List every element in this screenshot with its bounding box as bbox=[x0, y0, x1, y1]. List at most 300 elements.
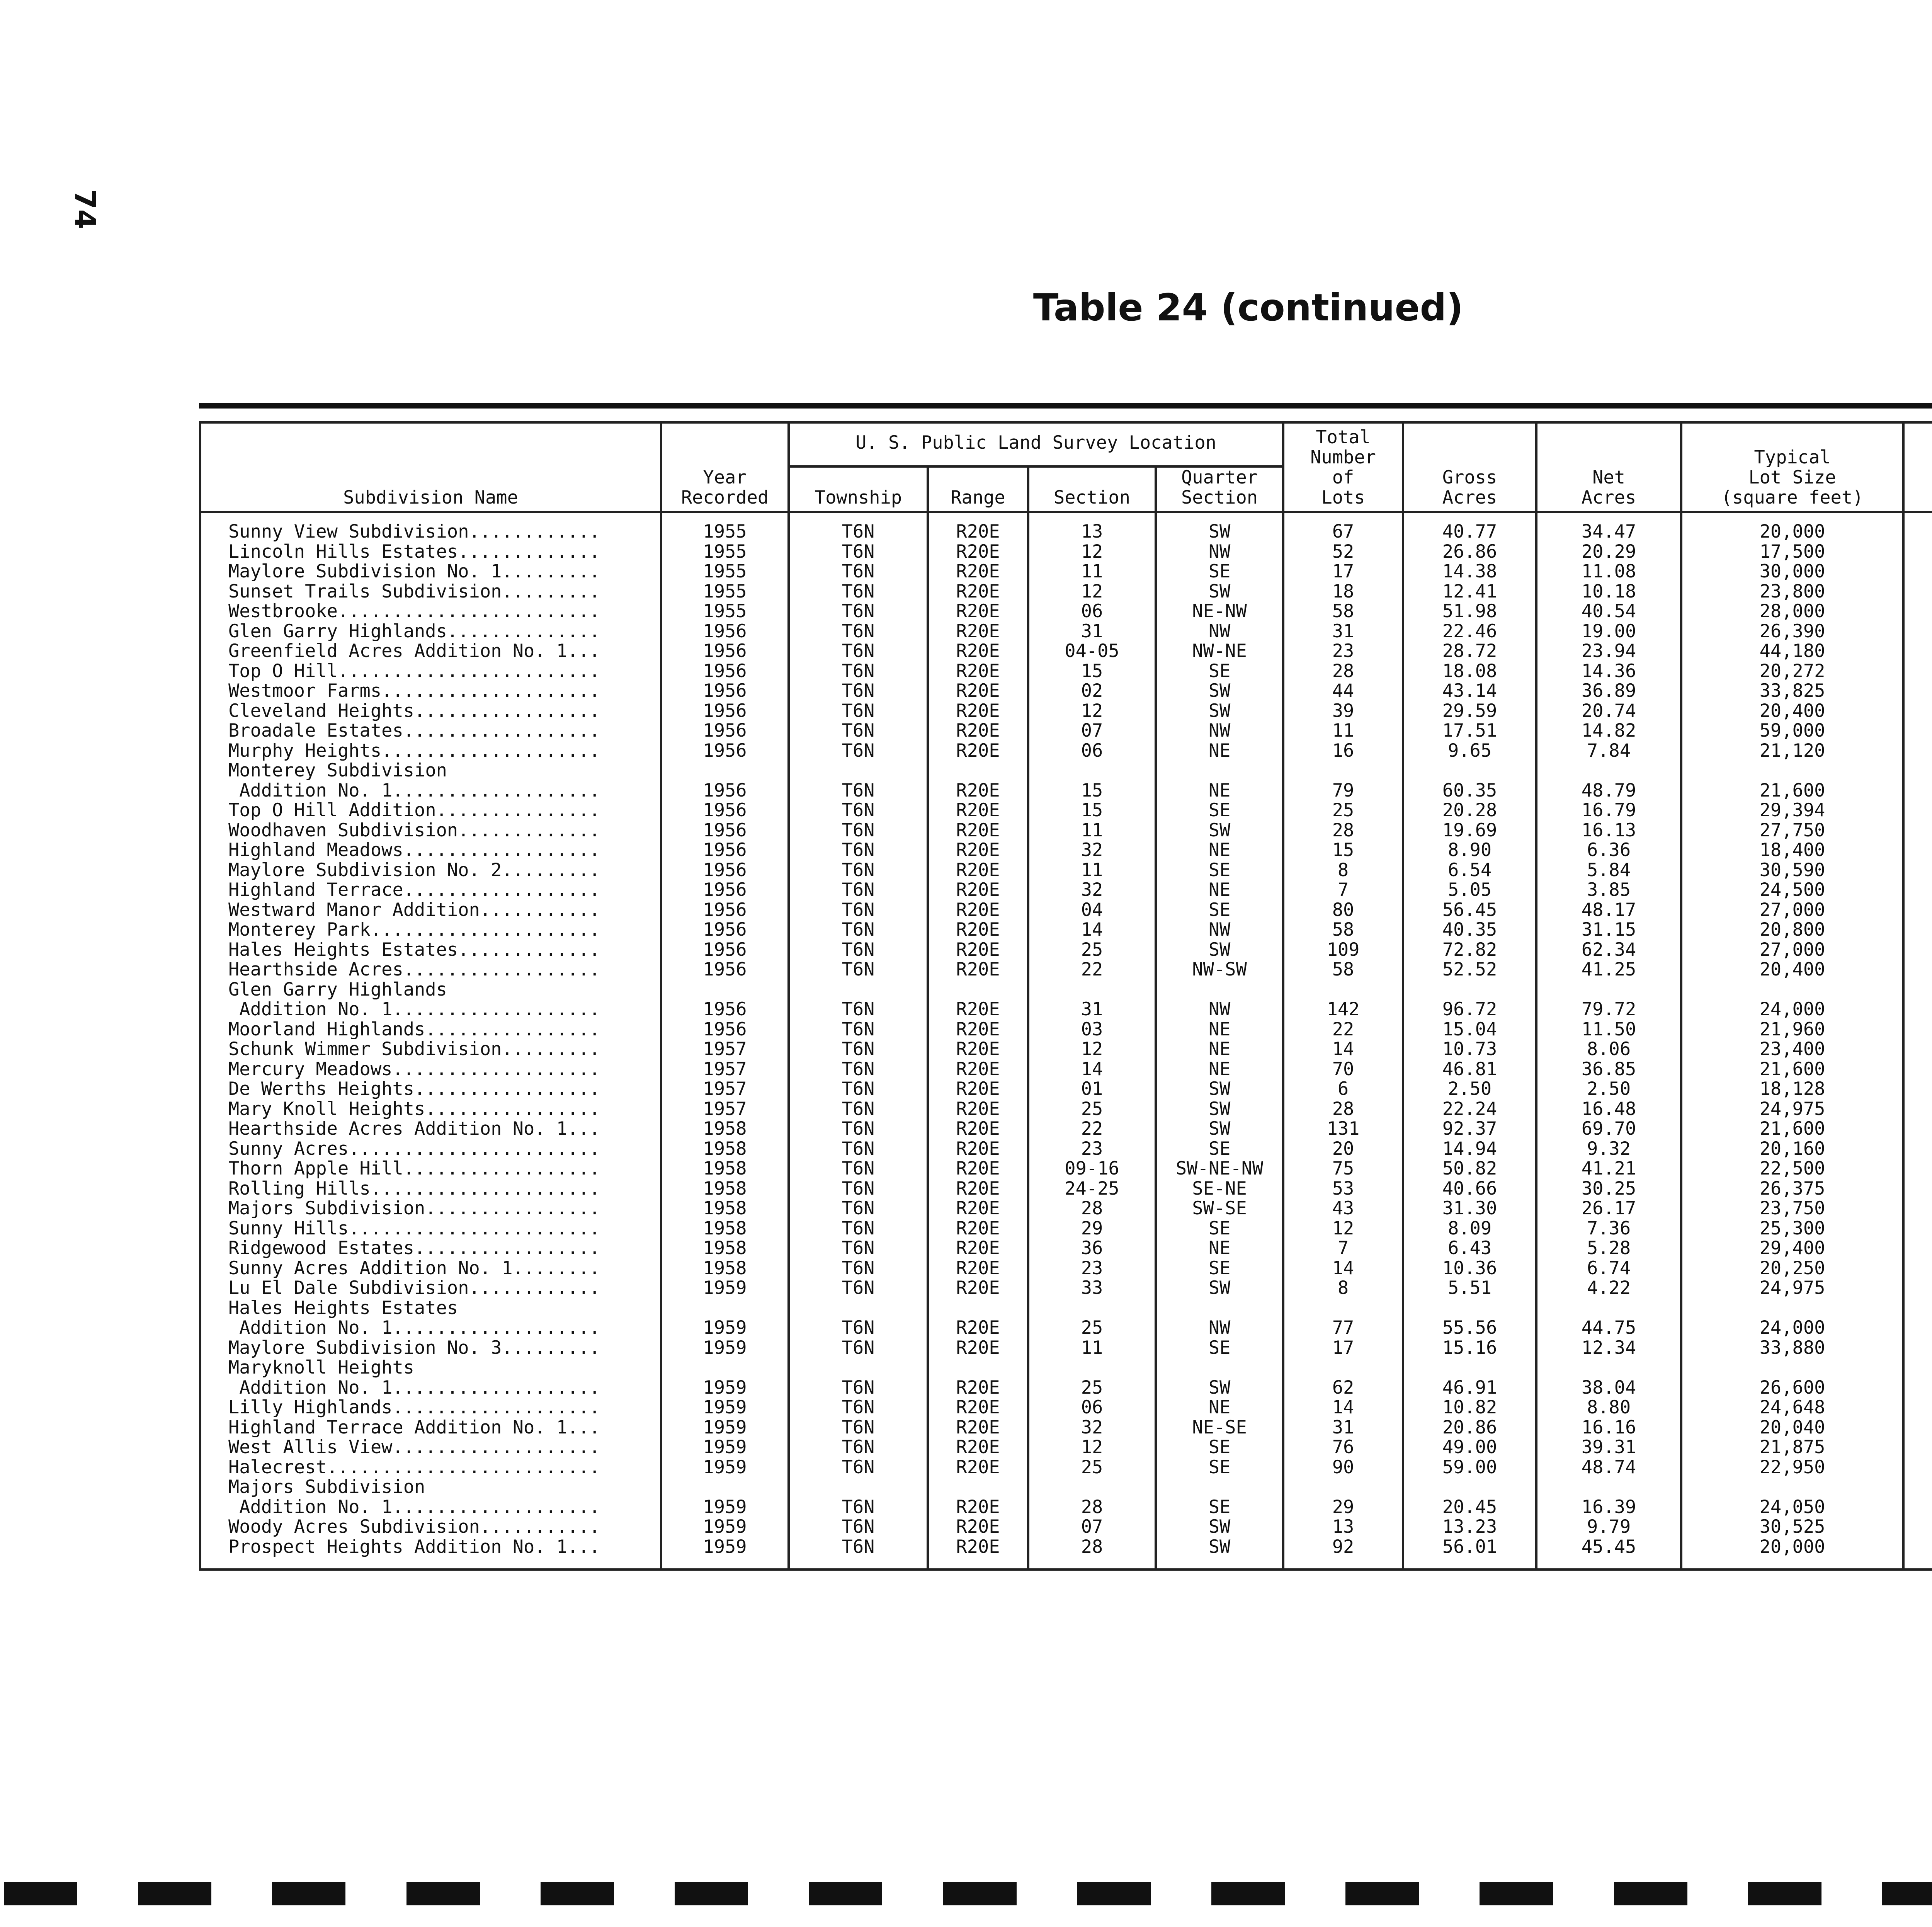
cell-quarter-section: SE bbox=[1156, 1139, 1283, 1159]
cell-section: 03 bbox=[1028, 1020, 1156, 1040]
cell-year-recorded: 1956 bbox=[661, 940, 789, 960]
cell-lots-developed bbox=[1903, 562, 1932, 582]
footer-bar bbox=[1211, 1882, 1285, 1905]
cell-quarter-section: SE bbox=[1156, 1338, 1283, 1358]
table-row bbox=[200, 562, 1932, 582]
header-subdivision-name: Subdivision Name bbox=[200, 422, 661, 512]
cell-net-acres: 48.79 bbox=[1536, 781, 1681, 801]
cell-net-acres: 5.28 bbox=[1536, 1238, 1681, 1258]
cell-township: T6N bbox=[789, 542, 928, 562]
cell-subdivision-name: Addition No. 1................... bbox=[200, 1497, 661, 1517]
cell-net-acres: 16.79 bbox=[1536, 800, 1681, 821]
cell-quarter-section: SW-SE bbox=[1156, 1198, 1283, 1219]
table-body bbox=[200, 512, 1932, 1570]
cell-gross-acres: 19.69 bbox=[1403, 821, 1536, 841]
cell-net-acres: 16.13 bbox=[1536, 821, 1681, 841]
cell-section: 25 bbox=[1028, 1318, 1156, 1338]
cell-total-lots bbox=[1283, 1358, 1403, 1378]
cell-total-lots: 23 bbox=[1283, 641, 1403, 661]
cell-year-recorded: 1956 bbox=[661, 800, 789, 821]
cell-year-recorded: 1959 bbox=[661, 1418, 789, 1438]
table-row bbox=[200, 821, 1932, 841]
cell-net-acres: 48.74 bbox=[1536, 1457, 1681, 1478]
cell-total-lots: 142 bbox=[1283, 999, 1403, 1020]
cell-net-acres: 19.00 bbox=[1536, 621, 1681, 642]
cell-range: R20E bbox=[928, 920, 1028, 940]
cell-total-lots: 109 bbox=[1283, 940, 1403, 960]
cell-lot-size: 25,300 bbox=[1681, 1219, 1903, 1239]
cell-total-lots: 7 bbox=[1283, 880, 1403, 900]
cell-total-lots: 14 bbox=[1283, 1039, 1403, 1059]
cell-lot-size: 24,975 bbox=[1681, 1278, 1903, 1298]
table-row bbox=[200, 999, 1932, 1020]
cell-range: R20E bbox=[928, 999, 1028, 1020]
cell-lot-size: 21,600 bbox=[1681, 1059, 1903, 1079]
cell-subdivision-name: Monterey Park..................... bbox=[200, 920, 661, 940]
cell-quarter-section: NE bbox=[1156, 1238, 1283, 1258]
cell-total-lots: 28 bbox=[1283, 1099, 1403, 1119]
cell-range: R20E bbox=[928, 661, 1028, 681]
cell-quarter-section: SW bbox=[1156, 1119, 1283, 1139]
header-lot-size: Typical Lot Size (square feet) bbox=[1681, 422, 1903, 512]
cell-range: R20E bbox=[928, 1418, 1028, 1438]
table-row bbox=[200, 1477, 1932, 1497]
table-row bbox=[200, 1159, 1932, 1179]
cell-total-lots: 29 bbox=[1283, 1497, 1403, 1517]
cell-subdivision-name: Schunk Wimmer Subdivision......... bbox=[200, 1039, 661, 1059]
cell-total-lots: 15 bbox=[1283, 840, 1403, 860]
cell-township: T6N bbox=[789, 1437, 928, 1457]
cell-net-acres: 20.29 bbox=[1536, 542, 1681, 562]
cell-subdivision-name: Woody Acres Subdivision........... bbox=[200, 1517, 661, 1537]
cell-net-acres: 30.25 bbox=[1536, 1179, 1681, 1199]
cell-year-recorded: 1956 bbox=[661, 621, 789, 642]
cell-lots-developed bbox=[1903, 1517, 1932, 1537]
cell-section: 12 bbox=[1028, 701, 1156, 721]
cell-year-recorded: 1958 bbox=[661, 1219, 789, 1239]
cell-year-recorded: 1958 bbox=[661, 1159, 789, 1179]
cell-range: R20E bbox=[928, 1079, 1028, 1099]
cell-quarter-section: SW bbox=[1156, 512, 1283, 542]
footer-bar bbox=[675, 1882, 748, 1905]
cell-year-recorded: 1956 bbox=[661, 701, 789, 721]
cell-gross-acres: 20.28 bbox=[1403, 800, 1536, 821]
cell-gross-acres: 13.23 bbox=[1403, 1517, 1536, 1537]
cell-section: 11 bbox=[1028, 562, 1156, 582]
table-row bbox=[200, 582, 1932, 602]
cell-lots-developed bbox=[1903, 800, 1932, 821]
cell-quarter-section: SE bbox=[1156, 900, 1283, 920]
cell-range: R20E bbox=[928, 1159, 1028, 1179]
cell-section: 32 bbox=[1028, 840, 1156, 860]
cell-total-lots: 43 bbox=[1283, 1198, 1403, 1219]
footer-bar bbox=[1748, 1882, 1821, 1905]
cell-net-acres: 3.85 bbox=[1536, 880, 1681, 900]
cell-total-lots: 25 bbox=[1283, 800, 1403, 821]
cell-township bbox=[789, 1477, 928, 1497]
cell-subdivision-name: Maylore Subdivision No. 1......... bbox=[200, 562, 661, 582]
cell-gross-acres bbox=[1403, 1477, 1536, 1497]
cell-range: R20E bbox=[928, 741, 1028, 761]
cell-year-recorded: 1956 bbox=[661, 641, 789, 661]
cell-quarter-section: SW bbox=[1156, 582, 1283, 602]
cell-year-recorded: 1956 bbox=[661, 920, 789, 940]
cell-lot-size: 23,800 bbox=[1681, 582, 1903, 602]
top-rule bbox=[199, 403, 1932, 409]
table-row bbox=[200, 1059, 1932, 1079]
cell-range: R20E bbox=[928, 1179, 1028, 1199]
cell-range bbox=[928, 1298, 1028, 1318]
cell-subdivision-name: Prospect Heights Addition No. 1... bbox=[200, 1537, 661, 1570]
cell-gross-acres: 12.41 bbox=[1403, 582, 1536, 602]
cell-township: T6N bbox=[789, 1497, 928, 1517]
cell-year-recorded: 1958 bbox=[661, 1179, 789, 1199]
cell-gross-acres: 2.50 bbox=[1403, 1079, 1536, 1099]
cell-quarter-section: SW bbox=[1156, 681, 1283, 701]
cell-total-lots: 75 bbox=[1283, 1159, 1403, 1179]
cell-gross-acres: 40.77 bbox=[1403, 512, 1536, 542]
cell-lots-developed bbox=[1903, 621, 1932, 642]
cell-section: 12 bbox=[1028, 542, 1156, 562]
cell-gross-acres: 22.46 bbox=[1403, 621, 1536, 642]
cell-range bbox=[928, 980, 1028, 1000]
cell-total-lots: 7 bbox=[1283, 1238, 1403, 1258]
table-row bbox=[200, 721, 1932, 741]
footer-bar bbox=[1614, 1882, 1687, 1905]
cell-lot-size bbox=[1681, 1298, 1903, 1318]
cell-lot-size: 24,500 bbox=[1681, 880, 1903, 900]
cell-subdivision-name: Highland Meadows.................. bbox=[200, 840, 661, 860]
footer-bar bbox=[4, 1882, 77, 1905]
footer-bar bbox=[541, 1882, 614, 1905]
cell-township: T6N bbox=[789, 1020, 928, 1040]
cell-lots-developed bbox=[1903, 999, 1932, 1020]
cell-gross-acres: 72.82 bbox=[1403, 940, 1536, 960]
cell-year-recorded: 1955 bbox=[661, 562, 789, 582]
footer-bar bbox=[1480, 1882, 1553, 1905]
cell-quarter-section: NE bbox=[1156, 880, 1283, 900]
cell-gross-acres: 15.04 bbox=[1403, 1020, 1536, 1040]
cell-subdivision-name: Greenfield Acres Addition No. 1... bbox=[200, 641, 661, 661]
table-row bbox=[200, 920, 1932, 940]
cell-year-recorded: 1959 bbox=[661, 1318, 789, 1338]
cell-year-recorded: 1956 bbox=[661, 960, 789, 980]
cell-gross-acres: 20.86 bbox=[1403, 1418, 1536, 1438]
cell-gross-acres: 46.91 bbox=[1403, 1378, 1536, 1398]
cell-range: R20E bbox=[928, 582, 1028, 602]
cell-lot-size: 30,525 bbox=[1681, 1517, 1903, 1537]
cell-lots-developed bbox=[1903, 1059, 1932, 1079]
cell-total-lots: 52 bbox=[1283, 542, 1403, 562]
cell-range: R20E bbox=[928, 1258, 1028, 1278]
cell-gross-acres: 56.01 bbox=[1403, 1537, 1536, 1570]
cell-lots-developed bbox=[1903, 1418, 1932, 1438]
cell-quarter-section: NW bbox=[1156, 999, 1283, 1020]
table-row bbox=[200, 1517, 1932, 1537]
cell-section: 13 bbox=[1028, 512, 1156, 542]
cell-range: R20E bbox=[928, 1497, 1028, 1517]
table-row bbox=[200, 1338, 1932, 1358]
cell-lot-size bbox=[1681, 1358, 1903, 1378]
cell-total-lots: 31 bbox=[1283, 1418, 1403, 1438]
cell-section: 04-05 bbox=[1028, 641, 1156, 661]
table-row bbox=[200, 1298, 1932, 1318]
cell-total-lots: 20 bbox=[1283, 1139, 1403, 1159]
cell-gross-acres: 8.90 bbox=[1403, 840, 1536, 860]
cell-year-recorded: 1956 bbox=[661, 821, 789, 841]
cell-lot-size bbox=[1681, 1477, 1903, 1497]
cell-year-recorded: 1957 bbox=[661, 1079, 789, 1099]
cell-gross-acres: 6.43 bbox=[1403, 1238, 1536, 1258]
cell-net-acres: 8.06 bbox=[1536, 1039, 1681, 1059]
table-row bbox=[200, 1079, 1932, 1099]
cell-total-lots bbox=[1283, 1298, 1403, 1318]
cell-quarter-section: SE bbox=[1156, 562, 1283, 582]
cell-subdivision-name: Westmoor Farms.................... bbox=[200, 681, 661, 701]
cell-lot-size: 33,880 bbox=[1681, 1338, 1903, 1358]
cell-year-recorded bbox=[661, 980, 789, 1000]
table-row bbox=[200, 980, 1932, 1000]
cell-lots-developed bbox=[1903, 960, 1932, 980]
cell-subdivision-name: Westward Manor Addition........... bbox=[200, 900, 661, 920]
cell-year-recorded bbox=[661, 1358, 789, 1378]
cell-subdivision-name: De Werths Heights................. bbox=[200, 1079, 661, 1099]
cell-subdivision-name: Thorn Apple Hill.................. bbox=[200, 1159, 661, 1179]
cell-subdivision-name: Sunny Hills....................... bbox=[200, 1219, 661, 1239]
cell-township: T6N bbox=[789, 562, 928, 582]
cell-section: 25 bbox=[1028, 940, 1156, 960]
cell-section: 14 bbox=[1028, 920, 1156, 940]
cell-range bbox=[928, 1477, 1028, 1497]
cell-total-lots: 22 bbox=[1283, 1020, 1403, 1040]
cell-section: 23 bbox=[1028, 1139, 1156, 1159]
cell-township: T6N bbox=[789, 1318, 928, 1338]
cell-lots-developed bbox=[1903, 1338, 1932, 1358]
cell-gross-acres: 40.66 bbox=[1403, 1179, 1536, 1199]
cell-year-recorded: 1957 bbox=[661, 1099, 789, 1119]
cell-net-acres: 31.15 bbox=[1536, 920, 1681, 940]
cell-section: 15 bbox=[1028, 781, 1156, 801]
cell-year-recorded: 1956 bbox=[661, 1020, 789, 1040]
cell-quarter-section: NE bbox=[1156, 840, 1283, 860]
cell-total-lots: 62 bbox=[1283, 1378, 1403, 1398]
cell-year-recorded bbox=[661, 761, 789, 781]
cell-year-recorded: 1958 bbox=[661, 1119, 789, 1139]
cell-section: 15 bbox=[1028, 661, 1156, 681]
cell-township: T6N bbox=[789, 661, 928, 681]
cell-range: R20E bbox=[928, 940, 1028, 960]
cell-range: R20E bbox=[928, 542, 1028, 562]
cell-quarter-section: NE-SE bbox=[1156, 1418, 1283, 1438]
cell-section bbox=[1028, 1477, 1156, 1497]
cell-lots-developed bbox=[1903, 701, 1932, 721]
cell-section: 06 bbox=[1028, 1398, 1156, 1418]
cell-township: T6N bbox=[789, 900, 928, 920]
cell-lots-developed bbox=[1903, 741, 1932, 761]
cell-subdivision-name: Top O Hill Addition............... bbox=[200, 800, 661, 821]
table-row bbox=[200, 1039, 1932, 1059]
cell-section: 11 bbox=[1028, 821, 1156, 841]
cell-gross-acres: 26.86 bbox=[1403, 542, 1536, 562]
cell-section: 36 bbox=[1028, 1238, 1156, 1258]
cell-lot-size: 21,600 bbox=[1681, 781, 1903, 801]
cell-net-acres: 44.75 bbox=[1536, 1318, 1681, 1338]
cell-year-recorded: 1956 bbox=[661, 880, 789, 900]
cell-township: T6N bbox=[789, 1418, 928, 1438]
cell-net-acres: 40.54 bbox=[1536, 601, 1681, 621]
cell-township: T6N bbox=[789, 1537, 928, 1570]
cell-year-recorded: 1957 bbox=[661, 1059, 789, 1079]
cell-year-recorded: 1959 bbox=[661, 1378, 789, 1398]
cell-quarter-section: NW bbox=[1156, 721, 1283, 741]
cell-subdivision-name: Addition No. 1................... bbox=[200, 1318, 661, 1338]
cell-lots-developed bbox=[1903, 1258, 1932, 1278]
table-row bbox=[200, 860, 1932, 880]
cell-quarter-section: SW bbox=[1156, 701, 1283, 721]
cell-net-acres: 9.79 bbox=[1536, 1517, 1681, 1537]
cell-township: T6N bbox=[789, 601, 928, 621]
cell-total-lots: 14 bbox=[1283, 1258, 1403, 1278]
cell-net-acres: 16.39 bbox=[1536, 1497, 1681, 1517]
cell-lot-size: 24,000 bbox=[1681, 999, 1903, 1020]
cell-township: T6N bbox=[789, 800, 928, 821]
cell-subdivision-name: Ridgewood Estates................. bbox=[200, 1238, 661, 1258]
cell-range: R20E bbox=[928, 1059, 1028, 1079]
cell-year-recorded: 1959 bbox=[661, 1338, 789, 1358]
cell-lot-size: 29,394 bbox=[1681, 800, 1903, 821]
footer-bars bbox=[4, 1882, 1932, 1905]
cell-subdivision-name: Sunny Acres....................... bbox=[200, 1139, 661, 1159]
cell-net-acres: 38.04 bbox=[1536, 1378, 1681, 1398]
cell-gross-acres: 5.05 bbox=[1403, 880, 1536, 900]
cell-year-recorded: 1955 bbox=[661, 582, 789, 602]
cell-gross-acres: 8.09 bbox=[1403, 1219, 1536, 1239]
cell-lots-developed bbox=[1903, 821, 1932, 841]
cell-quarter-section bbox=[1156, 761, 1283, 781]
cell-total-lots: 17 bbox=[1283, 1338, 1403, 1358]
cell-year-recorded: 1956 bbox=[661, 900, 789, 920]
cell-range: R20E bbox=[928, 1457, 1028, 1478]
cell-gross-acres: 10.73 bbox=[1403, 1039, 1536, 1059]
cell-section bbox=[1028, 1298, 1156, 1318]
table-row bbox=[200, 601, 1932, 621]
cell-gross-acres: 56.45 bbox=[1403, 900, 1536, 920]
cell-range bbox=[928, 761, 1028, 781]
cell-gross-acres: 59.00 bbox=[1403, 1457, 1536, 1478]
cell-total-lots: 70 bbox=[1283, 1059, 1403, 1079]
cell-subdivision-name: Sunny View Subdivision............ bbox=[200, 512, 661, 542]
cell-subdivision-name: Rolling Hills..................... bbox=[200, 1179, 661, 1199]
cell-total-lots: 8 bbox=[1283, 1278, 1403, 1298]
cell-lot-size: 22,950 bbox=[1681, 1457, 1903, 1478]
cell-lots-developed bbox=[1903, 1238, 1932, 1258]
table-row bbox=[200, 1497, 1932, 1517]
cell-total-lots: 12 bbox=[1283, 1219, 1403, 1239]
cell-lot-size: 24,050 bbox=[1681, 1497, 1903, 1517]
cell-section: 15 bbox=[1028, 800, 1156, 821]
cell-lots-developed bbox=[1903, 582, 1932, 602]
cell-year-recorded: 1955 bbox=[661, 542, 789, 562]
cell-range: R20E bbox=[928, 701, 1028, 721]
cell-range: R20E bbox=[928, 1039, 1028, 1059]
cell-lots-developed bbox=[1903, 542, 1932, 562]
cell-net-acres bbox=[1536, 1477, 1681, 1497]
cell-year-recorded: 1958 bbox=[661, 1198, 789, 1219]
cell-section: 07 bbox=[1028, 1517, 1156, 1537]
cell-range: R20E bbox=[928, 641, 1028, 661]
cell-year-recorded: 1956 bbox=[661, 781, 789, 801]
cell-quarter-section: SE bbox=[1156, 1219, 1283, 1239]
cell-net-acres: 45.45 bbox=[1536, 1537, 1681, 1570]
cell-net-acres bbox=[1536, 1298, 1681, 1318]
cell-township: T6N bbox=[789, 721, 928, 741]
table-row bbox=[200, 661, 1932, 681]
cell-range: R20E bbox=[928, 1318, 1028, 1338]
cell-gross-acres: 20.45 bbox=[1403, 1497, 1536, 1517]
cell-township: T6N bbox=[789, 1059, 928, 1079]
cell-gross-acres: 49.00 bbox=[1403, 1437, 1536, 1457]
cell-total-lots: 80 bbox=[1283, 900, 1403, 920]
cell-net-acres: 23.94 bbox=[1536, 641, 1681, 661]
cell-section: 32 bbox=[1028, 1418, 1156, 1438]
cell-lots-developed bbox=[1903, 1159, 1932, 1179]
cell-year-recorded: 1959 bbox=[661, 1278, 789, 1298]
cell-lots-developed bbox=[1903, 920, 1932, 940]
cell-section bbox=[1028, 761, 1156, 781]
cell-range: R20E bbox=[928, 1238, 1028, 1258]
cell-total-lots: 67 bbox=[1283, 512, 1403, 542]
cell-range: R20E bbox=[928, 781, 1028, 801]
table-row bbox=[200, 1099, 1932, 1119]
cell-lots-developed bbox=[1903, 1378, 1932, 1398]
cell-gross-acres bbox=[1403, 761, 1536, 781]
cell-lot-size: 24,648 bbox=[1681, 1398, 1903, 1418]
cell-range: R20E bbox=[928, 621, 1028, 642]
cell-township: T6N bbox=[789, 999, 928, 1020]
cell-total-lots: 13 bbox=[1283, 1517, 1403, 1537]
cell-net-acres: 14.82 bbox=[1536, 721, 1681, 741]
cell-gross-acres: 14.94 bbox=[1403, 1139, 1536, 1159]
cell-gross-acres: 15.16 bbox=[1403, 1338, 1536, 1358]
cell-range: R20E bbox=[928, 1398, 1028, 1418]
cell-subdivision-name: Maryknoll Heights bbox=[200, 1358, 661, 1378]
cell-quarter-section: NE bbox=[1156, 781, 1283, 801]
cell-lot-size: 29,400 bbox=[1681, 1238, 1903, 1258]
cell-lot-size: 18,400 bbox=[1681, 840, 1903, 860]
cell-subdivision-name: Woodhaven Subdivision............. bbox=[200, 821, 661, 841]
cell-township: T6N bbox=[789, 1258, 928, 1278]
cell-quarter-section: SW-NE-NW bbox=[1156, 1159, 1283, 1179]
cell-total-lots bbox=[1283, 761, 1403, 781]
table-row bbox=[200, 1358, 1932, 1378]
cell-range: R20E bbox=[928, 1139, 1028, 1159]
cell-lots-developed bbox=[1903, 1437, 1932, 1457]
cell-lot-size: 17,500 bbox=[1681, 542, 1903, 562]
cell-lots-developed bbox=[1903, 1198, 1932, 1219]
header-quarter-section: Quarter Section bbox=[1156, 466, 1283, 512]
cell-township: T6N bbox=[789, 701, 928, 721]
cell-township: T6N bbox=[789, 582, 928, 602]
footer-bar bbox=[272, 1882, 345, 1905]
cell-total-lots: 58 bbox=[1283, 960, 1403, 980]
table-row bbox=[200, 1219, 1932, 1239]
cell-township: T6N bbox=[789, 621, 928, 642]
cell-range: R20E bbox=[928, 1119, 1028, 1139]
cell-range: R20E bbox=[928, 1219, 1028, 1239]
cell-lots-developed bbox=[1903, 761, 1932, 781]
cell-section: 11 bbox=[1028, 860, 1156, 880]
cell-total-lots: 131 bbox=[1283, 1119, 1403, 1139]
